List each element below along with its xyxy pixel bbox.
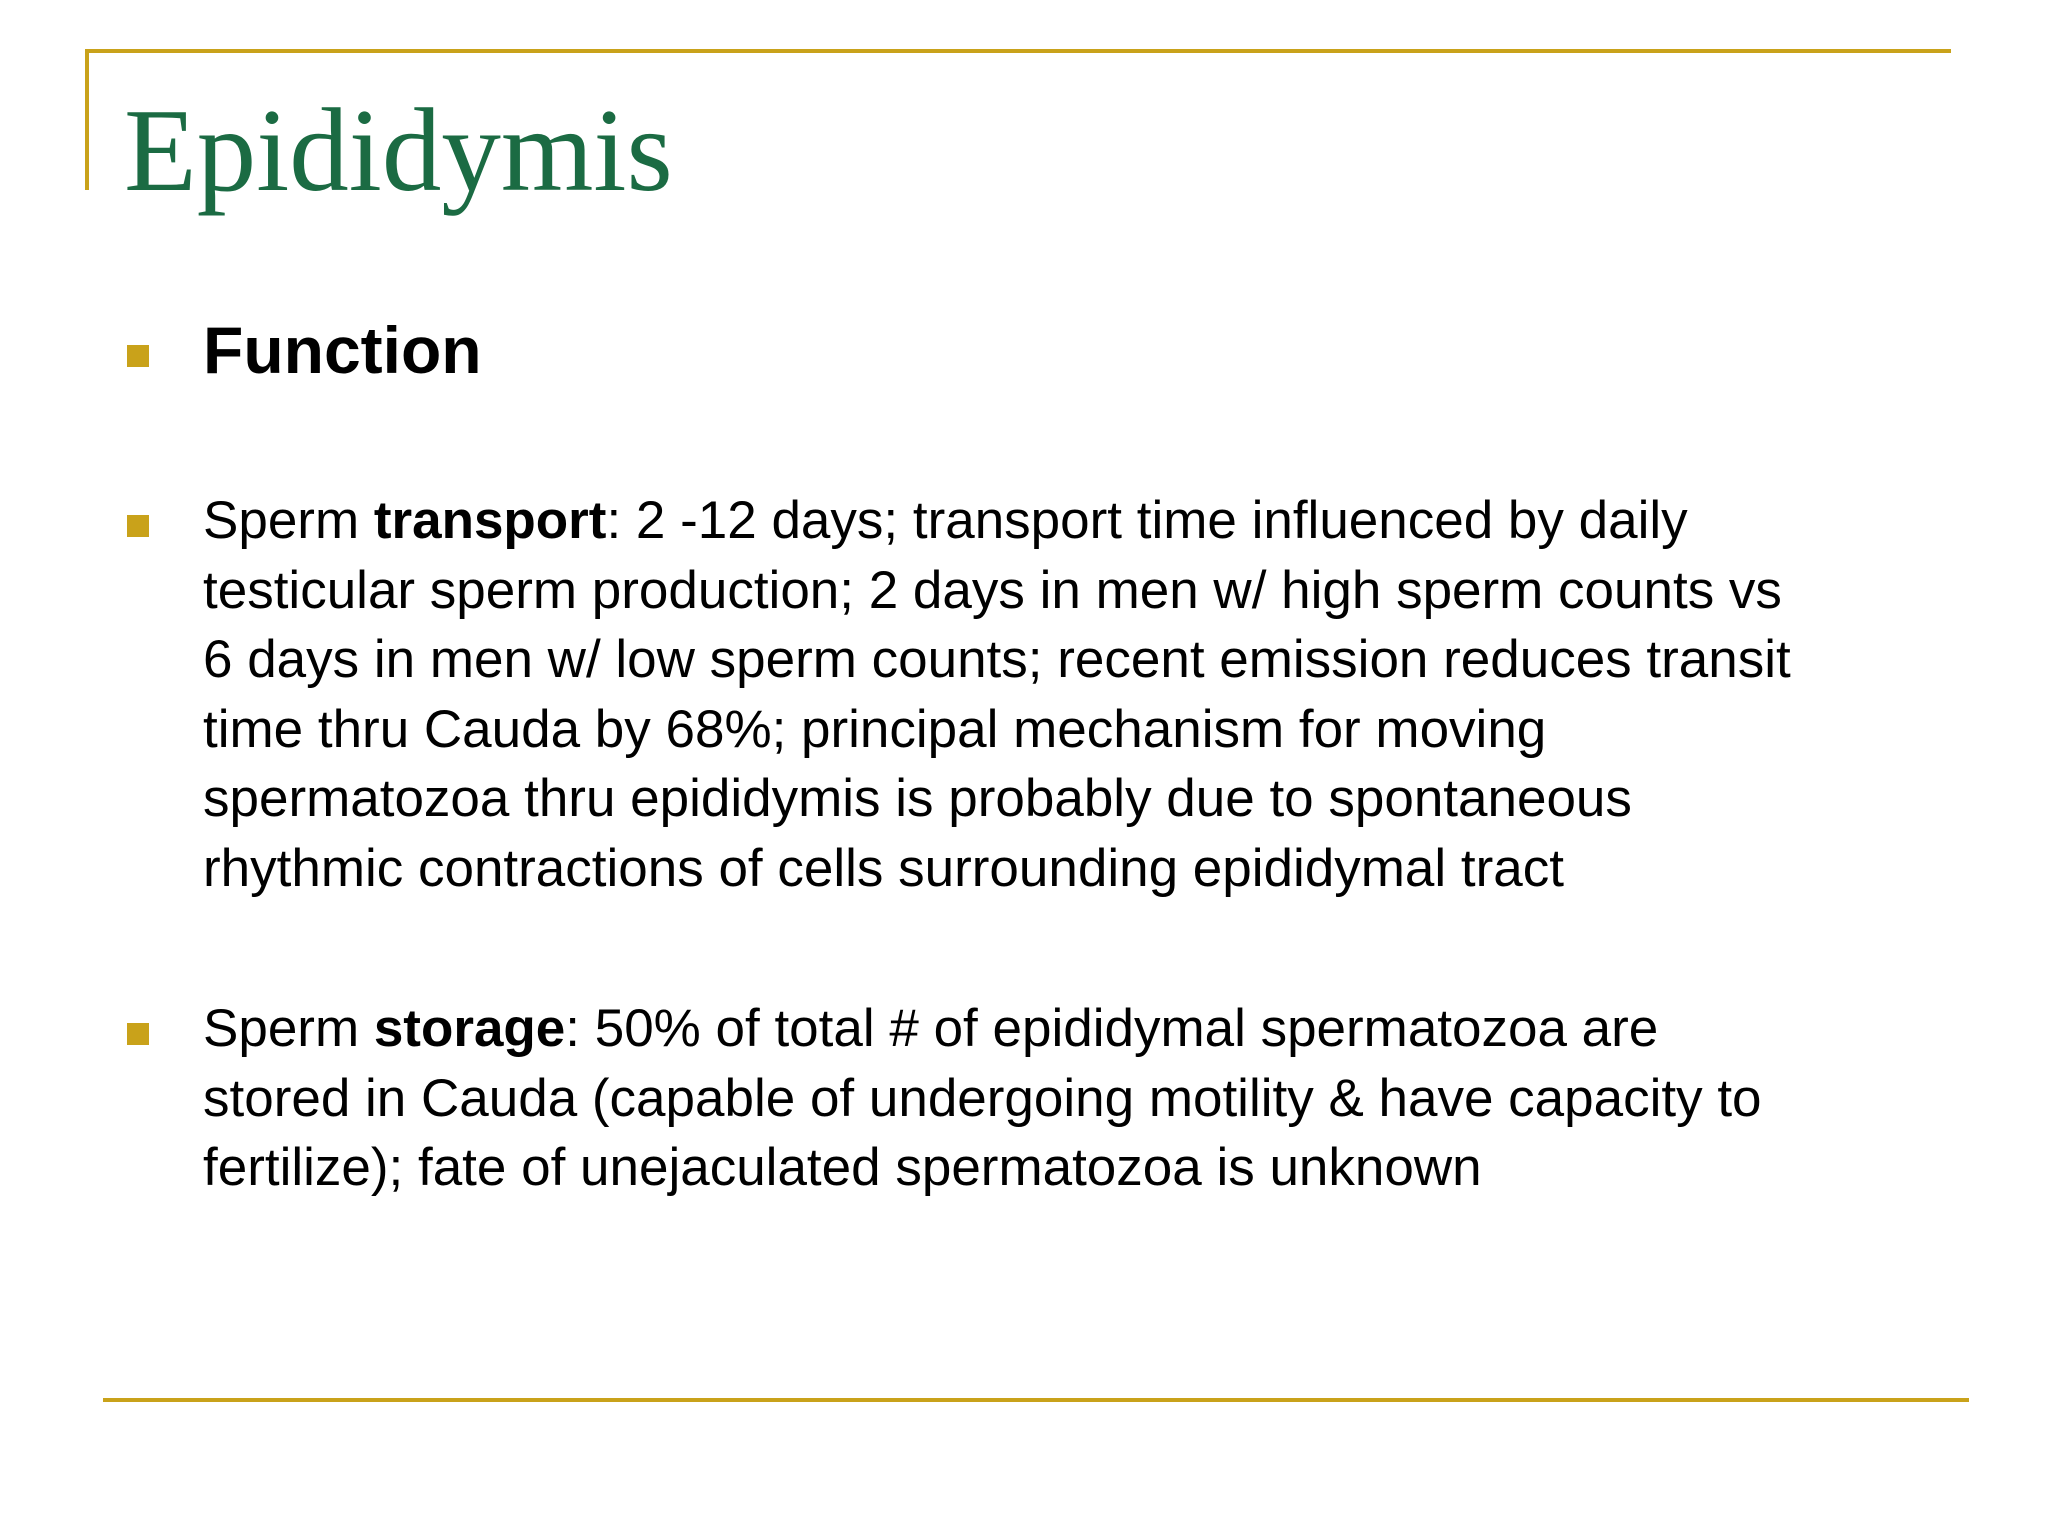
bullet-text: : 2 -12 days; transport time influenced by daily	[606, 491, 1688, 550]
bullet-term: storage	[373, 999, 566, 1058]
square-bullet-icon	[127, 1023, 149, 1045]
bullet-term: transport	[373, 491, 607, 550]
bullet-text: : 50% of total # of epididymal spermatozoa are	[565, 999, 1659, 1058]
bullet-line: rhythmic contractions of cells surrounding epididymal tract	[203, 838, 1564, 898]
bullet-line	[203, 486, 1943, 556]
square-bullet-icon	[127, 345, 149, 367]
bullet-line: 6 days in men w/ low sperm counts; recent emission reduces transit	[203, 630, 1791, 689]
bullet-line: fertilize); fate of unejaculated spermatozoa is unknown	[203, 1138, 1482, 1197]
frame-bottom-rule	[103, 1398, 1969, 1402]
bullet-sperm-storage	[203, 994, 1943, 1203]
bullet-line: spermatozoa thru epididymis is probably due to spontaneous	[203, 769, 1632, 828]
bullet-line: testicular sperm production; 2 days in men w/ high sperm counts vs	[203, 560, 1782, 620]
slide-title: Epididymis	[124, 84, 673, 216]
bullet-line	[203, 994, 1943, 1064]
bullet-lead: Sperm	[203, 491, 374, 550]
frame-top-rule	[85, 49, 1951, 53]
section-heading: Function	[203, 313, 482, 387]
bullet-line: time thru Cauda by 68%; principal mechanism for moving	[203, 699, 1547, 759]
bullet-lead: Sperm	[203, 999, 374, 1058]
frame-left-rule	[85, 49, 89, 190]
bullet-sperm-transport	[203, 486, 1943, 903]
bullet-line: stored in Cauda (capable of undergoing motility & have capacity to	[203, 1068, 1762, 1128]
square-bullet-icon	[127, 515, 149, 537]
